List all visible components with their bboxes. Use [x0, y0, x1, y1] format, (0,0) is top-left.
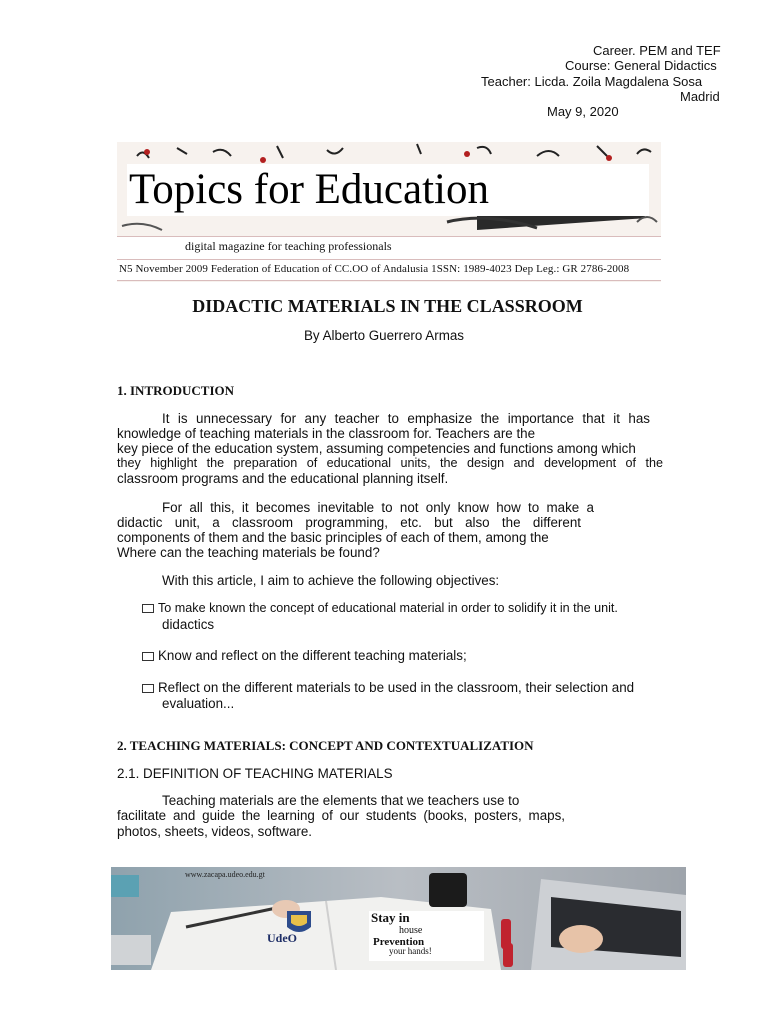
header-teacher: Teacher: Licda. Zoila Magdalena Sosa — [481, 74, 703, 89]
udeo-logo-text: UdeO — [267, 931, 297, 945]
banner-subtitle: digital magazine for teaching professionals — [185, 239, 392, 253]
objective-3-line2: evaluation... — [162, 696, 235, 711]
intro-p2-line4: Where can the teaching materials be found? — [117, 545, 380, 560]
intro-p3: With this article, I aim to achieve the following objectives: — [162, 573, 500, 588]
section-1-heading: 1. INTRODUCTION — [117, 383, 235, 398]
objective-2-line1: Know and reflect on the different teaching materials; — [158, 648, 467, 663]
banner-issue-info: N5 November 2009 Federation of Education of CC.OO of Andalusia 1SSN: 1989-4023 Dep Leg.: GR 2786-2008 — [119, 263, 630, 275]
def-p1-line2: facilitate and guide the learning of our students (books, posters, maps, — [117, 808, 565, 823]
header-career: Career. PEM and TEF — [593, 43, 721, 58]
intro-p1-line4: they highlight the preparation of educational units, the design and development of the — [117, 456, 663, 470]
header-date: May 9, 2020 — [547, 104, 619, 119]
intro-p2-line1: For all this, it becomes inevitable to not only know how to make a — [162, 500, 594, 515]
header-course: Course: General Didactics — [565, 58, 717, 73]
objective-1-line2: didactics — [162, 617, 215, 632]
def-p1-line1: Teaching materials are the elements that we teachers use to — [162, 793, 520, 808]
note-line-2: house — [399, 925, 423, 936]
note-line-1: Stay in — [371, 910, 410, 925]
objective-2 — [142, 648, 467, 664]
objective-1 — [142, 601, 618, 617]
bullet-box-icon — [142, 652, 154, 661]
article-title: DIDACTIC MATERIALS IN THE CLASSROOM — [192, 296, 583, 316]
note-line-4: your hands! — [389, 946, 432, 956]
banner-title: Topics for Education — [129, 166, 489, 213]
note-line-3: Prevention — [373, 936, 425, 948]
def-p1-line3: photos, sheets, videos, software. — [117, 824, 313, 839]
objective-1-line1: To make known the concept of educational material in order to solidify it in the unit. — [158, 601, 618, 615]
classroom-photo — [111, 867, 686, 970]
section-2-heading: 2. TEACHING MATERIALS: CONCEPT AND CONTEXTUALIZATION — [117, 738, 534, 753]
intro-p1-line5: classroom programs and the educational planning itself. — [117, 471, 449, 486]
bullet-box-icon — [142, 604, 154, 613]
intro-p1-line1: It is unnecessary for any teacher to emphasize the importance that it has — [162, 411, 650, 426]
intro-p1-line2: knowledge of teaching materials in the classroom for. Teachers are the — [117, 426, 536, 441]
intro-p2-line3: components of them and the basic principles of each of them, among the — [117, 530, 549, 545]
article-author: By Alberto Guerrero Armas — [303, 328, 464, 343]
photo-url: www.zacapa.udeo.edu.gt — [185, 870, 265, 879]
magazine-banner — [117, 142, 661, 282]
section-2-1-heading: 2.1. DEFINITION OF TEACHING MATERIALS — [117, 766, 393, 781]
intro-p1-line3: key piece of the education system, assuming competencies and functions among which — [117, 441, 636, 456]
bullet-box-icon — [142, 684, 154, 693]
objective-3 — [142, 680, 634, 696]
intro-p2-line2: didactic unit, a classroom programming, etc. but also the different — [117, 515, 581, 530]
objective-3-line1: Reflect on the different materials to be used in the classroom, their selection and — [158, 680, 635, 695]
header-city: Madrid — [680, 89, 720, 104]
